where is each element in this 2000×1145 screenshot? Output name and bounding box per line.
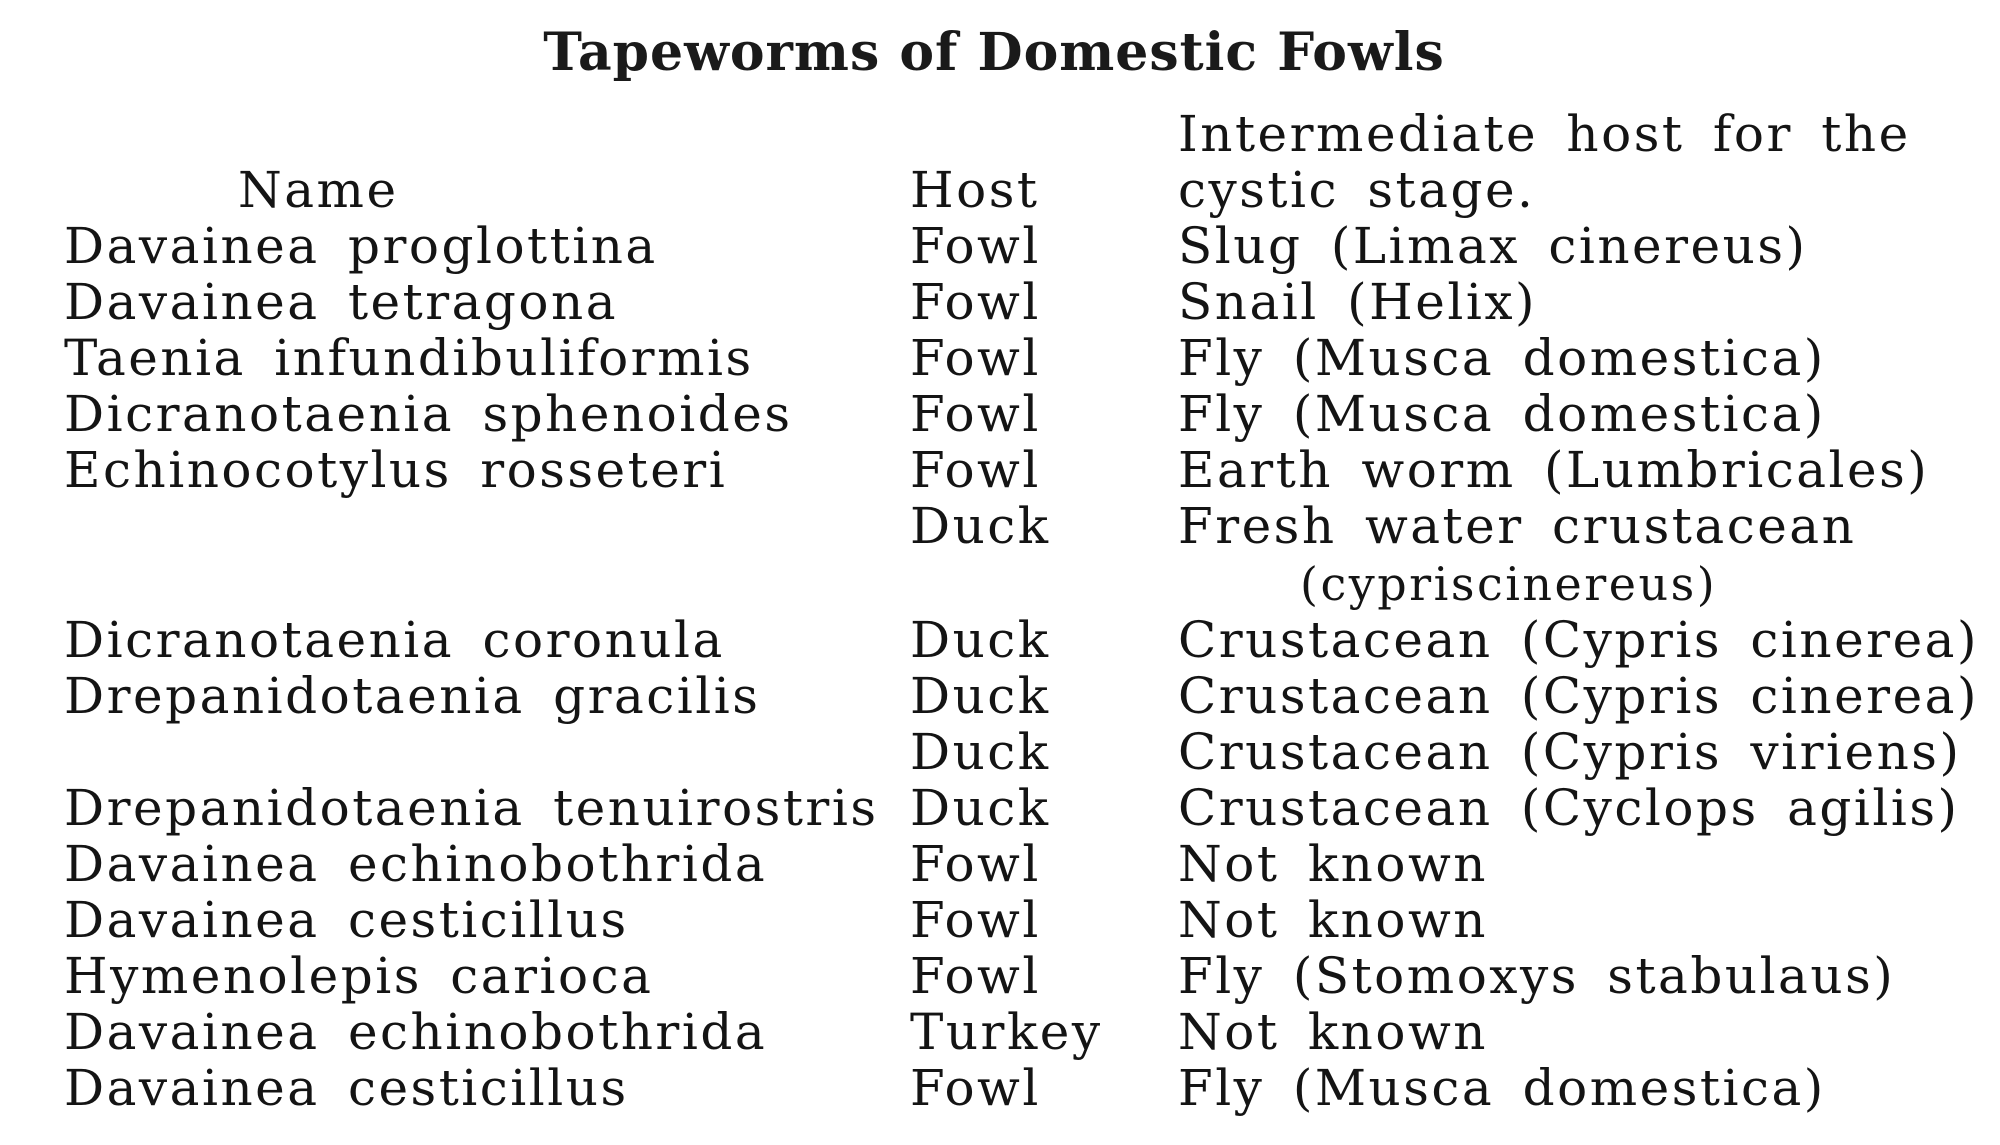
row-intermediate: Fly (Musca domestica) — [1178, 385, 1826, 443]
row-name: Drepanidotaenia tenuirostris — [64, 779, 879, 837]
row-intermediate: Crustacean (Cypris cinerea) — [1178, 611, 1979, 669]
row-intermediate: Fly (Stomoxys stabulaus) — [1178, 947, 1896, 1005]
row-host: Fowl — [910, 947, 1041, 1005]
column-header-intermediate: Intermediate host for the — [1178, 105, 1911, 163]
row-host: Duck — [910, 611, 1051, 669]
row-host: Turkey — [910, 1003, 1103, 1061]
row-name: Davainea echinobothrida — [64, 1003, 768, 1061]
column-header-intermediate-cont: cystic stage. — [1178, 161, 1536, 219]
row-name: Davainea cesticillus — [64, 891, 629, 949]
row-host: Fowl — [910, 329, 1041, 387]
row-intermediate: Crustacean (Cyclops agilis) — [1178, 779, 1960, 837]
row-host: Fowl — [910, 385, 1041, 443]
row-intermediate: Earth worm (Lumbricales) — [1178, 441, 1930, 499]
row-name: Davainea cesticillus — [64, 1059, 629, 1117]
row-intermediate: Slug (Limax cinereus) — [1178, 217, 1808, 275]
row-host: Fowl — [910, 1059, 1041, 1117]
row-host: Fowl — [910, 441, 1041, 499]
row-name: Echinocotylus rosseteri — [64, 441, 728, 499]
row-intermediate: Not known — [1178, 1003, 1488, 1061]
row-intermediate: Fly (Musca domestica) — [1178, 1059, 1826, 1117]
row-name: Hymenolepis carioca — [64, 947, 654, 1005]
row-intermediate: Crustacean (Cypris viriens) — [1178, 723, 1962, 781]
row-name: Davainea echinobothrida — [64, 835, 768, 893]
row-name: Davainea proglottina — [64, 217, 658, 275]
row-host: Duck — [910, 497, 1051, 555]
row-host: Fowl — [910, 835, 1041, 893]
row-intermediate: Fly (Musca domestica) — [1178, 329, 1826, 387]
row-host: Fowl — [910, 891, 1041, 949]
column-header-host: Host — [910, 161, 1040, 219]
row-host: Duck — [910, 667, 1051, 725]
row-host: Duck — [910, 779, 1051, 837]
row-host: Fowl — [910, 273, 1041, 331]
row-name: Drepanidotaenia gracilis — [64, 667, 761, 725]
row-name: Davainea tetragona — [64, 273, 619, 331]
row-intermediate: Fresh water crustacean — [1178, 497, 1857, 555]
row-name: Dicranotaenia sphenoides — [64, 385, 793, 443]
row-name: Taenia infundibuliformis — [64, 329, 754, 387]
row-intermediate: Not known — [1178, 891, 1488, 949]
row-name: Dicranotaenia coronula — [64, 611, 725, 669]
row-host: Duck — [910, 723, 1051, 781]
column-header-name: Name — [238, 161, 399, 219]
row-intermediate: Not known — [1178, 835, 1488, 893]
page-title: Tapeworms of Domestic Fowls — [543, 22, 1445, 83]
row-host: Fowl — [910, 217, 1041, 275]
row-intermediate: Crustacean (Cypris cinerea) — [1178, 667, 1979, 725]
row-intermediate-cont: (cypriscinereus) — [1300, 557, 1718, 611]
row-intermediate: Snail (Helix) — [1178, 273, 1538, 331]
